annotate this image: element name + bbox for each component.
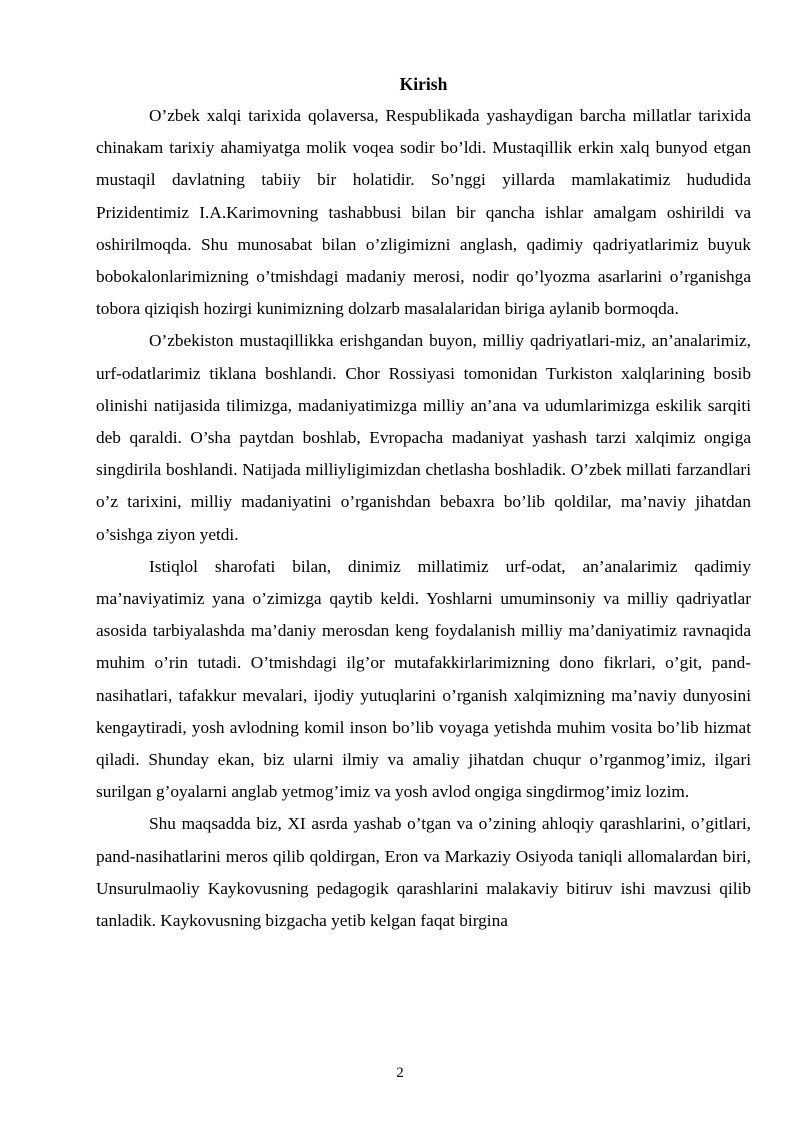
paragraph-3: Istiqlol sharofati bilan, dinimiz millatimiz urf-odat, an’analarimiz qadimiy ma’naviyatimiz yana o’zimizga qaytib keldi. Yoshlarni umuminsoniy va milliy qadriyatlar asosida tarbiyalashda ma’daniy merosdan keng foydalanish milliy ma’daniyatimiz ravnaqida muhim o’rin tutadi. O’tmishdagi ilg’or mutafakkirlarimizning dono fikrlari, o’git, pand-nasihatlari, tafakkur mevalari, ijodiy yutuqlarini o’rganish xalqimizning ma’naviy dunyosini kengaytiradi, yosh avlodning komil inson bo’lib voyaga yetishda muhim vosita bo’lib hizmat qiladi. Shunday ekan, biz ularni ilmiy va amaliy jihatdan chuqur o’rganmog’imiz, ilgari surilgan g’oyalarni anglab yetmog’imiz va yosh avlod ongiga singdirmog’imiz lozim. (96, 556, 751, 802)
document-page (96, 70, 751, 937)
page-number: 2 (396, 1065, 404, 1081)
section-title: Kirish (399, 74, 448, 94)
paragraph-2: O’zbekiston mustaqillikka erishgandan buyon, milliy qadriyatlari-miz, an’analarimiz, urf-odatlarimiz tiklana boshlandi. Chor Rossiyasi tomonidan Turkiston xalqlarining bosib olinishi natijasida tilimizga, madaniyatimizga milliy an’ana va udumlarimizga eskilik sarqiti deb qaraldi. O’sha paytdan boshlab, Evropacha madaniyat yashash tarzi xalqimiz ongiga singdirila boshlandi. Natijada milliyligimizdan chetlasha boshladik. O’zbek millati farzandlari o’z tarixini, milliy madaniyatini o’rganishdan bebaxra bo’lib qoldilar, ma’naviy jihatdan o’sishga ziyon yetdi. (96, 331, 751, 544)
paragraph-4: Shu maqsadda biz, XI asrda yashab o’tgan va o’zining ahloqiy qarashlarini, o’gitlari, pand-nasihatlarini meros qilib qoldirgan, Eron va Markaziy Osiyoda taniqli allomalardan biri, Unsurulmaoliy Kaykovusning pedagogik qarashlarini malakaviy bitiruv ishi mavzusi qilib tanladik. Kaykovusning bizgacha yetib kelgan faqat birgina (96, 814, 751, 931)
paragraph-1: O’zbek xalqi tarixida qolaversa, Respublikada yashaydigan barcha millatlar tarixida chinakam tarixiy ahamiyatga molik voqea sodir bo’ldi. Mustaqillik erkin xalq bunyod etgan mustaqil davlatning tabiiy bir holatidir. So’nggi yillarda mamlakatimiz hududida Prizidentimiz I.A.Karimovning tashabbusi bilan bir qancha ishlar amalgam oshirildi va oshirilmoqda. Shu munosabat bilan o’zligimizni anglash, qadimiy qadriyatlarimiz buyuk bobokalonlarimizning o’tmishdagi madaniy merosi, nodir qo’lyozma asarlarini o’rganishga tobora qiziqish hozirgi kunimizning dolzarb masalalaridan biriga aylanib bormoqda. (96, 106, 751, 319)
